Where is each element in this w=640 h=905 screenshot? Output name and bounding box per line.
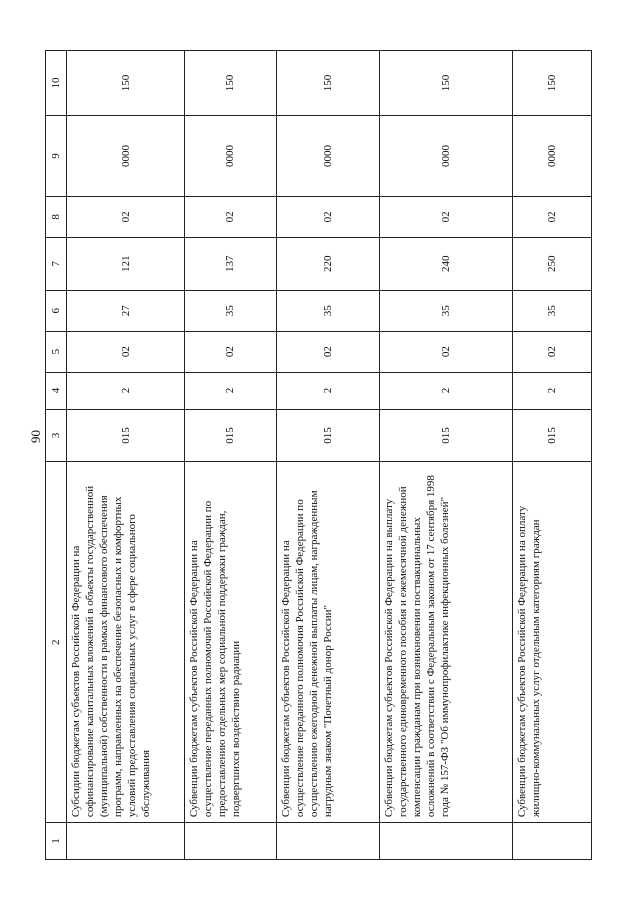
admin-code-cell: 015: [512, 409, 591, 462]
article-code-cell: 27: [67, 290, 185, 331]
program-code-cell: 0000: [67, 116, 185, 197]
row-number-cell: [67, 823, 185, 860]
element-code-cell: 02: [276, 196, 380, 237]
admin-code-cell: 015: [184, 409, 276, 462]
group-code-cell: 2: [380, 372, 512, 409]
article-code-cell: 35: [276, 290, 380, 331]
row-number-cell: [184, 823, 276, 860]
header-cell-4: 4: [46, 372, 67, 409]
economic-code-cell: 150: [184, 51, 276, 116]
description-cell: Субвенции бюджетам субъектов Российской Федерации на выплату государственного единовременного пособия и ежемесячной денежной компенсации гражданам при возникновении поствакцинальных осложнений в соответствии с Федеральным законом от 17 сентября 1998 года № 157-ФЗ "Об иммунопрофилактике инфекционных болезней": [380, 462, 512, 823]
page-number: 90: [28, 430, 43, 443]
header-cell-2: 2: [46, 462, 67, 823]
article-code-cell: 35: [380, 290, 512, 331]
article-code-cell: 35: [184, 290, 276, 331]
subgroup-code-cell: 02: [67, 331, 185, 372]
program-code-cell: 0000: [380, 116, 512, 197]
element-code-cell: 02: [184, 196, 276, 237]
element-code-cell: 02: [512, 196, 591, 237]
header-cell-9: 9: [46, 116, 67, 197]
group-code-cell: 2: [276, 372, 380, 409]
subgroup-code-cell: 02: [512, 331, 591, 372]
header-cell-6: 6: [46, 290, 67, 331]
group-code-cell: 2: [184, 372, 276, 409]
subarticle-code-cell: 137: [184, 237, 276, 290]
group-code-cell: 2: [67, 372, 185, 409]
subgroup-code-cell: 02: [184, 331, 276, 372]
program-code-cell: 0000: [512, 116, 591, 197]
subgroup-code-cell: 02: [276, 331, 380, 372]
economic-code-cell: 150: [67, 51, 185, 116]
description-cell: Субвенции бюджетам субъектов Российской Федерации на осуществление переданного полномочия Российской Федерации по осуществлению ежегодной денежной выплаты лицам, награжденным нагрудным знаком "Почетный донор России": [276, 462, 380, 823]
column-number-row: [46, 51, 67, 860]
element-code-cell: 02: [67, 196, 185, 237]
table-row: [276, 51, 380, 860]
row-number-cell: [512, 823, 591, 860]
subarticle-code-cell: 220: [276, 237, 380, 290]
economic-code-cell: 150: [512, 51, 591, 116]
admin-code-cell: 015: [276, 409, 380, 462]
header-cell-10: 10: [46, 51, 67, 116]
header-cell-8: 8: [46, 196, 67, 237]
budget-classification-table: [45, 50, 592, 860]
program-code-cell: 0000: [184, 116, 276, 197]
table-row: [380, 51, 512, 860]
group-code-cell: 2: [512, 372, 591, 409]
program-code-cell: 0000: [276, 116, 380, 197]
row-number-cell: [380, 823, 512, 860]
subarticle-code-cell: 121: [67, 237, 185, 290]
rotated-table-container: [45, 50, 592, 860]
header-cell-3: 3: [46, 409, 67, 462]
header-cell-7: 7: [46, 237, 67, 290]
subarticle-code-cell: 250: [512, 237, 591, 290]
table-row: [512, 51, 591, 860]
header-cell-5: 5: [46, 331, 67, 372]
economic-code-cell: 150: [276, 51, 380, 116]
economic-code-cell: 150: [380, 51, 512, 116]
admin-code-cell: 015: [380, 409, 512, 462]
description-cell: Субвенции бюджетам субъектов Российской Федерации на осуществление переданных полномочий Российской Федерации по предоставлению отдельных мер социальной поддержки граждан, подвергшихся воздействию радиации: [184, 462, 276, 823]
subgroup-code-cell: 02: [380, 331, 512, 372]
description-cell: Субвенции бюджетам субъектов Российской Федерации на оплату жилищно-коммунальных услуг отдельным категориям граждан: [512, 462, 591, 823]
article-code-cell: 35: [512, 290, 591, 331]
element-code-cell: 02: [380, 196, 512, 237]
row-number-cell: [276, 823, 380, 860]
table-row: [67, 51, 185, 860]
description-cell: Субсидии бюджетам субъектов Российской Федерации на софинансирование капитальных вложений в объекты государственной (муниципальной) собственности в рамках финансового обеспечения программ, направленных на обеспечение безопасных и комфортных условий предоставления социальных услуг в сфере социального обслуживания: [67, 462, 185, 823]
header-cell-1: 1: [46, 823, 67, 860]
subarticle-code-cell: 240: [380, 237, 512, 290]
table-row: [184, 51, 276, 860]
admin-code-cell: 015: [67, 409, 185, 462]
